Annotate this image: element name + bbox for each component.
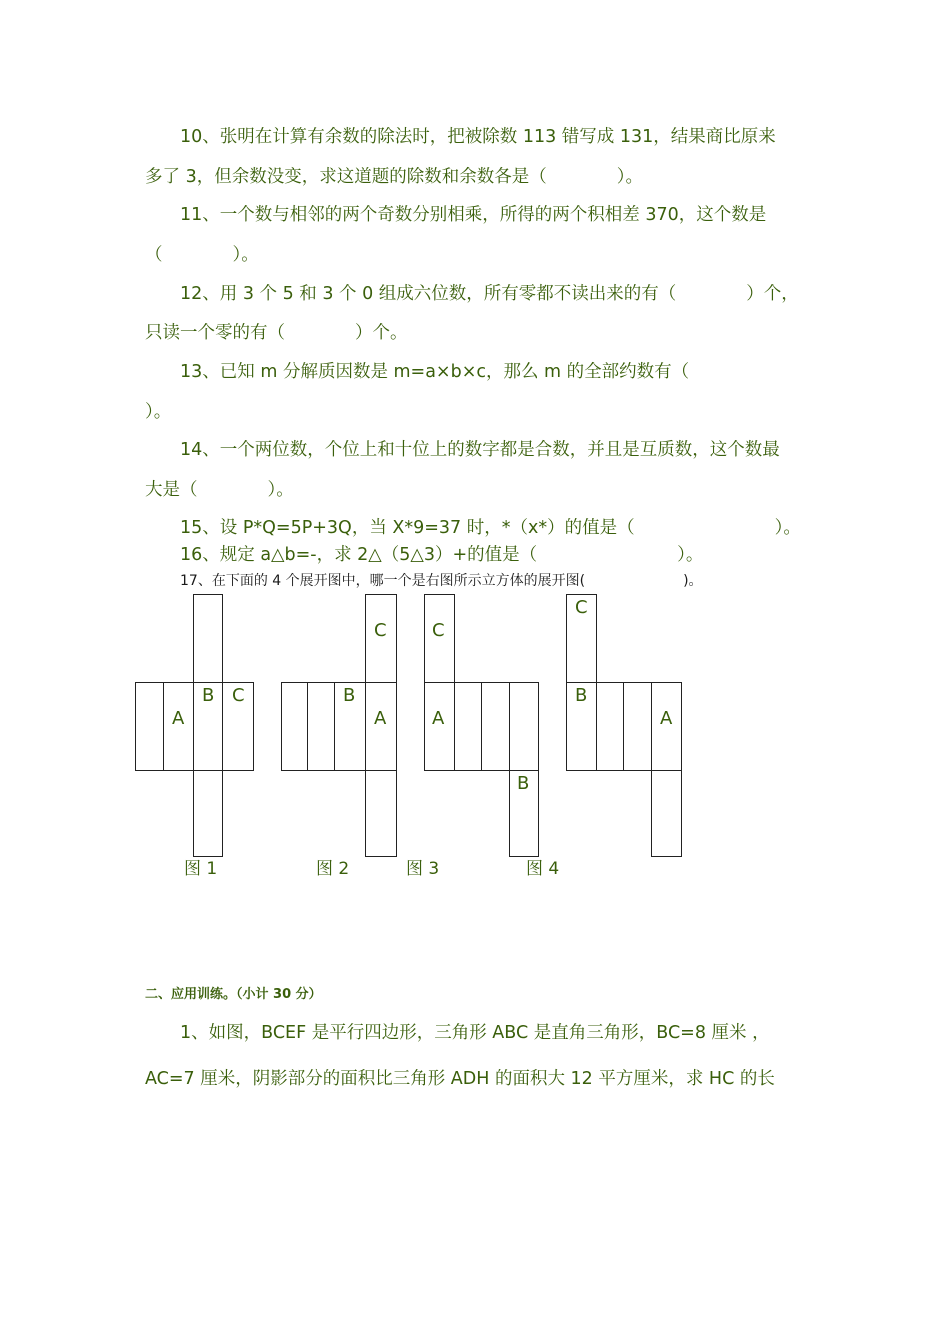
section-2-heading: 二、应用训练。（小计 30 分） [145, 987, 322, 1002]
question-16: 16、规定 a△b=-，求 2△（5△3）+的值是（ ）。 [180, 545, 704, 565]
face-label: C [575, 597, 588, 618]
question-11-line1: 11、一个数与相邻的两个奇数分别相乘，所得的两个积相差 370，这个数是 [180, 205, 767, 225]
face-label: C [432, 620, 445, 641]
question-15: 15、设 P*Q=5P+3Q，当 X*9=37 时，*（x*）的值是（ ）。 [180, 518, 801, 538]
face-label: B [343, 685, 356, 706]
question-10-line1: 10、张明在计算有余数的除法时，把被除数 113 错写成 131，结果商比原来 [180, 127, 776, 147]
net-square [135, 682, 164, 771]
net-square [193, 594, 223, 684]
net-square [596, 682, 624, 771]
question-12-line1: 12、用 3 个 5 和 3 个 0 组成六位数，所有零都不读出来的有（ ）个， [180, 284, 799, 304]
figure-caption-2: 图 2 [316, 859, 350, 879]
application-q1-line1: 1、如图，BCEF 是平行四边形，三角形 ABC 是直角三角形，BC=8 厘米 ， [180, 1023, 770, 1043]
face-label: A [660, 708, 673, 729]
net-square [509, 682, 539, 771]
figure-caption-4: 图 4 [526, 859, 560, 879]
net-square [307, 682, 335, 771]
face-label: B [575, 685, 588, 706]
question-10-line2: 多了 3，但余数没变，求这道题的除数和余数各是（ ）。 [145, 167, 643, 187]
net-square [454, 682, 482, 771]
net-square [281, 682, 308, 771]
net-square [651, 770, 682, 857]
question-14-line1: 14、一个两位数，个位上和十位上的数字都是合数，并且是互质数，这个数最 [180, 440, 780, 460]
face-label: B [517, 773, 530, 794]
face-label: C [374, 620, 387, 641]
figure-caption-3: 图 3 [406, 859, 440, 879]
question-17: 17、在下面的 4 个展开图中，哪一个是右图所示立方体的展开图( )。 [180, 573, 703, 589]
figure-caption-1: 图 1 [184, 859, 218, 879]
question-13-line2: ）。 [145, 402, 172, 422]
net-square [623, 682, 652, 771]
face-label: B [202, 685, 215, 706]
question-14-line2: 大是（ ）。 [145, 480, 294, 500]
face-label: A [432, 708, 445, 729]
face-label: A [172, 708, 185, 729]
net-square [481, 682, 510, 771]
face-label: A [374, 708, 387, 729]
net-square [365, 770, 397, 857]
application-q1-line2: AC=7 厘米，阴影部分的面积比三角形 ADH 的面积大 12 平方厘米，求 HC 的长 [145, 1069, 775, 1089]
question-13-line1: 13、已知 m 分解质因数是 m=a×b×c，那么 m 的全部约数有（ [180, 362, 690, 382]
question-11-line2: （ ）。 [145, 245, 259, 265]
net-square [193, 770, 223, 857]
face-label: C [232, 685, 245, 706]
question-12-line2: 只读一个零的有（ ）个。 [145, 323, 408, 343]
